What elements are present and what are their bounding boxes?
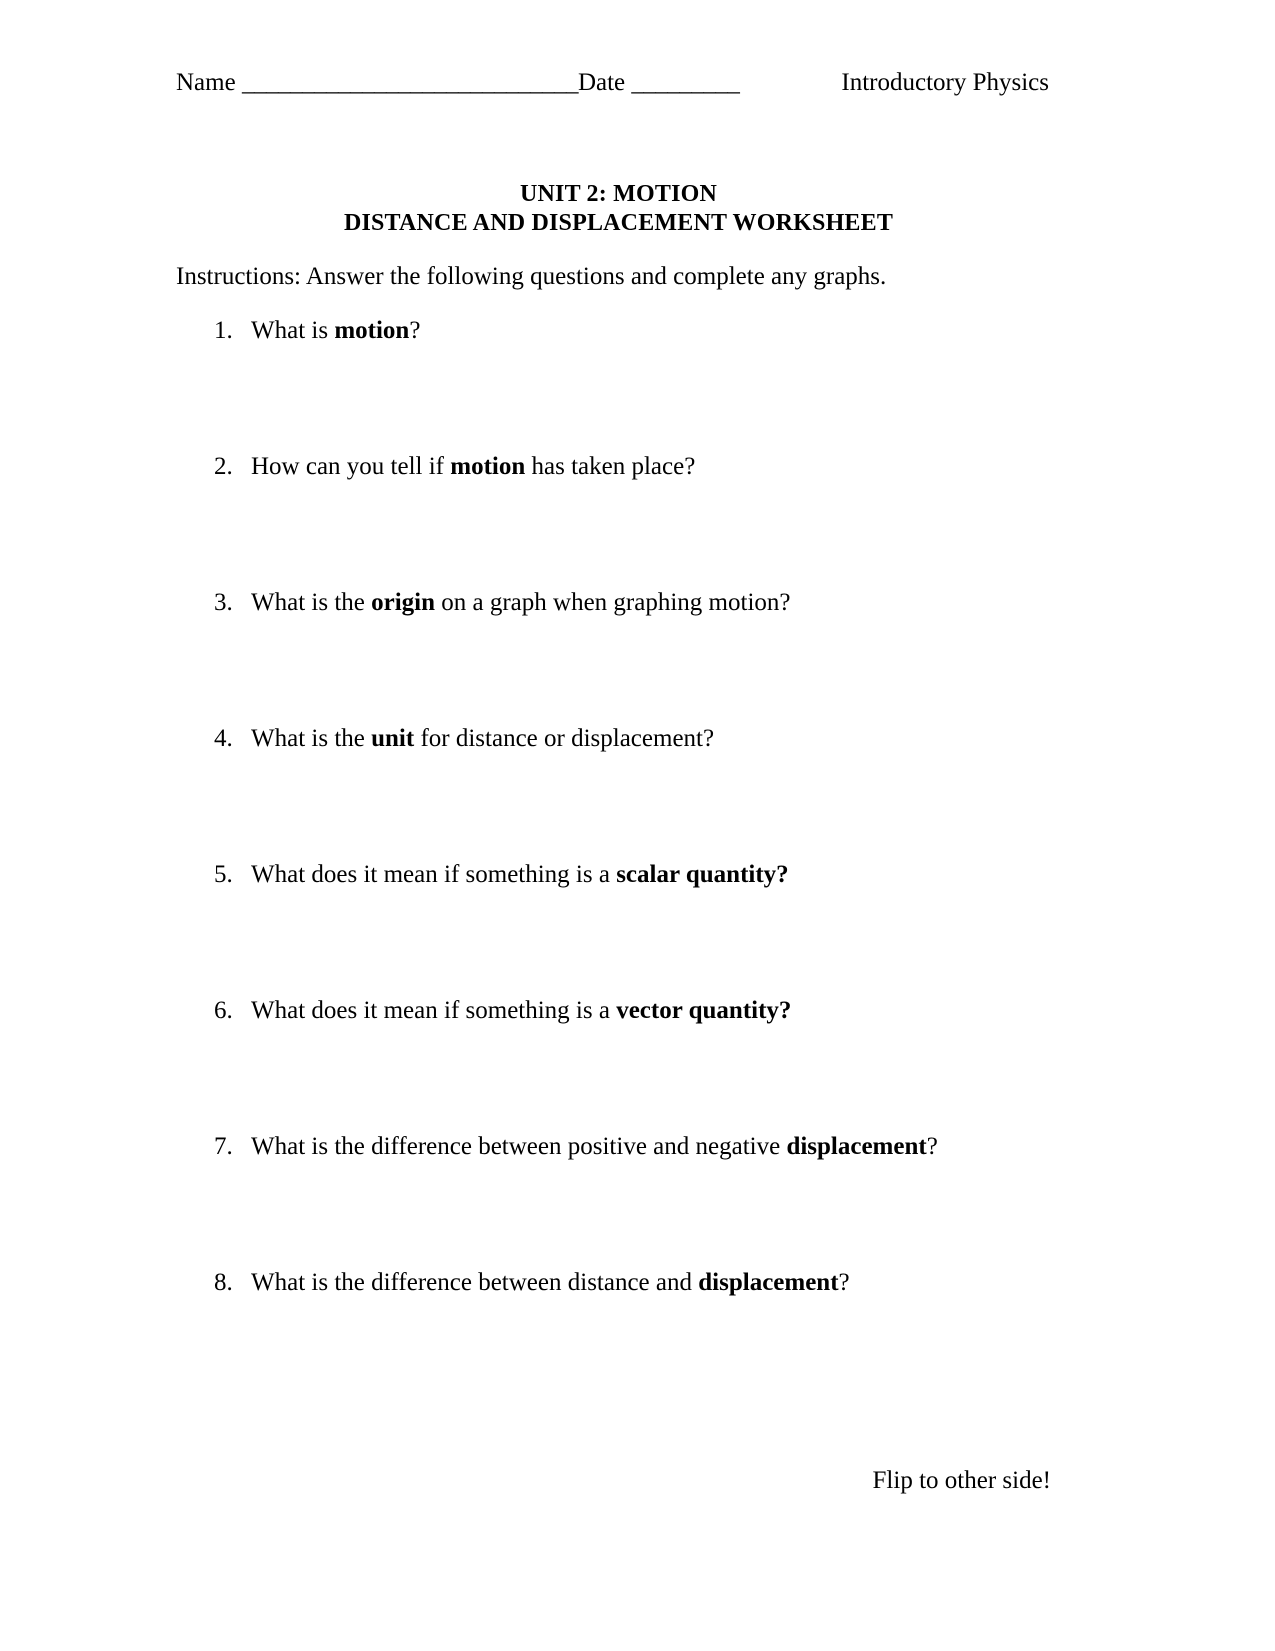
question-text-suffix: ? (409, 317, 421, 344)
question-keyword: motion (334, 317, 410, 344)
question-text-suffix: has taken place? (525, 453, 696, 480)
course-title: Introductory Physics (841, 69, 1049, 96)
question-number: 3. (214, 589, 233, 616)
name-label: Name (176, 69, 242, 96)
question-keyword: scalar quantity? (616, 861, 789, 888)
question-item (176, 996, 1061, 1132)
question-text (251, 860, 1061, 890)
question-text-prefix: What does it mean if something is a (251, 861, 617, 888)
title-block (176, 180, 1061, 238)
question-item (176, 1132, 1061, 1268)
question-text-suffix: for distance or displacement? (414, 725, 715, 752)
question-item (176, 316, 1061, 452)
header-row (176, 68, 1061, 98)
question-number: 4. (214, 725, 233, 752)
question-text-prefix: What does it mean if something is a (251, 997, 617, 1024)
question-number: 5. (214, 861, 233, 888)
question-text-suffix: on a graph when graphing motion? (435, 589, 791, 616)
question-item (176, 860, 1061, 996)
question-text-suffix: ? (926, 1133, 938, 1160)
question-text-suffix: ? (838, 1269, 850, 1296)
date-label: Date (577, 69, 632, 96)
question-number: 8. (214, 1269, 233, 1296)
date-blank-line[interactable]: _________ (631, 69, 740, 96)
question-keyword: displacement (786, 1133, 927, 1160)
question-number: 6. (214, 997, 233, 1024)
question-text-prefix: What is the difference between distance and (251, 1269, 699, 1296)
question-text-prefix: What is the (251, 589, 372, 616)
question-text (251, 1268, 1061, 1298)
question-keyword: displacement (698, 1269, 839, 1296)
question-text (251, 452, 1061, 482)
question-text (251, 996, 1061, 1026)
question-text-prefix: What is the difference between positive and negative (251, 1133, 787, 1160)
name-blank-line[interactable]: ____________________________ (241, 69, 578, 96)
question-number: 1. (214, 317, 233, 344)
question-text-prefix: What is the (251, 725, 372, 752)
question-list (176, 316, 1061, 1404)
question-keyword: unit (371, 725, 415, 752)
question-item (176, 724, 1061, 860)
page-content (176, 0, 1061, 1651)
title-line-worksheet: DISTANCE AND DISPLACEMENT WORKSHEET (343, 210, 894, 236)
question-keyword: origin (371, 589, 436, 616)
question-item (176, 452, 1061, 588)
question-item (176, 1268, 1061, 1404)
question-text (251, 724, 1061, 754)
question-text (251, 316, 1061, 346)
question-text (251, 1132, 1061, 1162)
question-keyword: vector quantity? (616, 997, 792, 1024)
question-number: 7. (214, 1133, 233, 1160)
title-line-unit: UNIT 2: MOTION (519, 181, 718, 207)
name-date-group (176, 68, 739, 98)
question-number: 2. (214, 453, 233, 480)
question-keyword: motion (450, 453, 526, 480)
footer-note: Flip to other side! (872, 1467, 1051, 1494)
question-item (176, 588, 1061, 724)
question-text-prefix: What is (251, 317, 335, 344)
question-text (251, 588, 1061, 618)
instructions-text: Instructions: Answer the following questions and complete any graphs. (176, 263, 887, 290)
question-text-prefix: How can you tell if (251, 453, 451, 480)
